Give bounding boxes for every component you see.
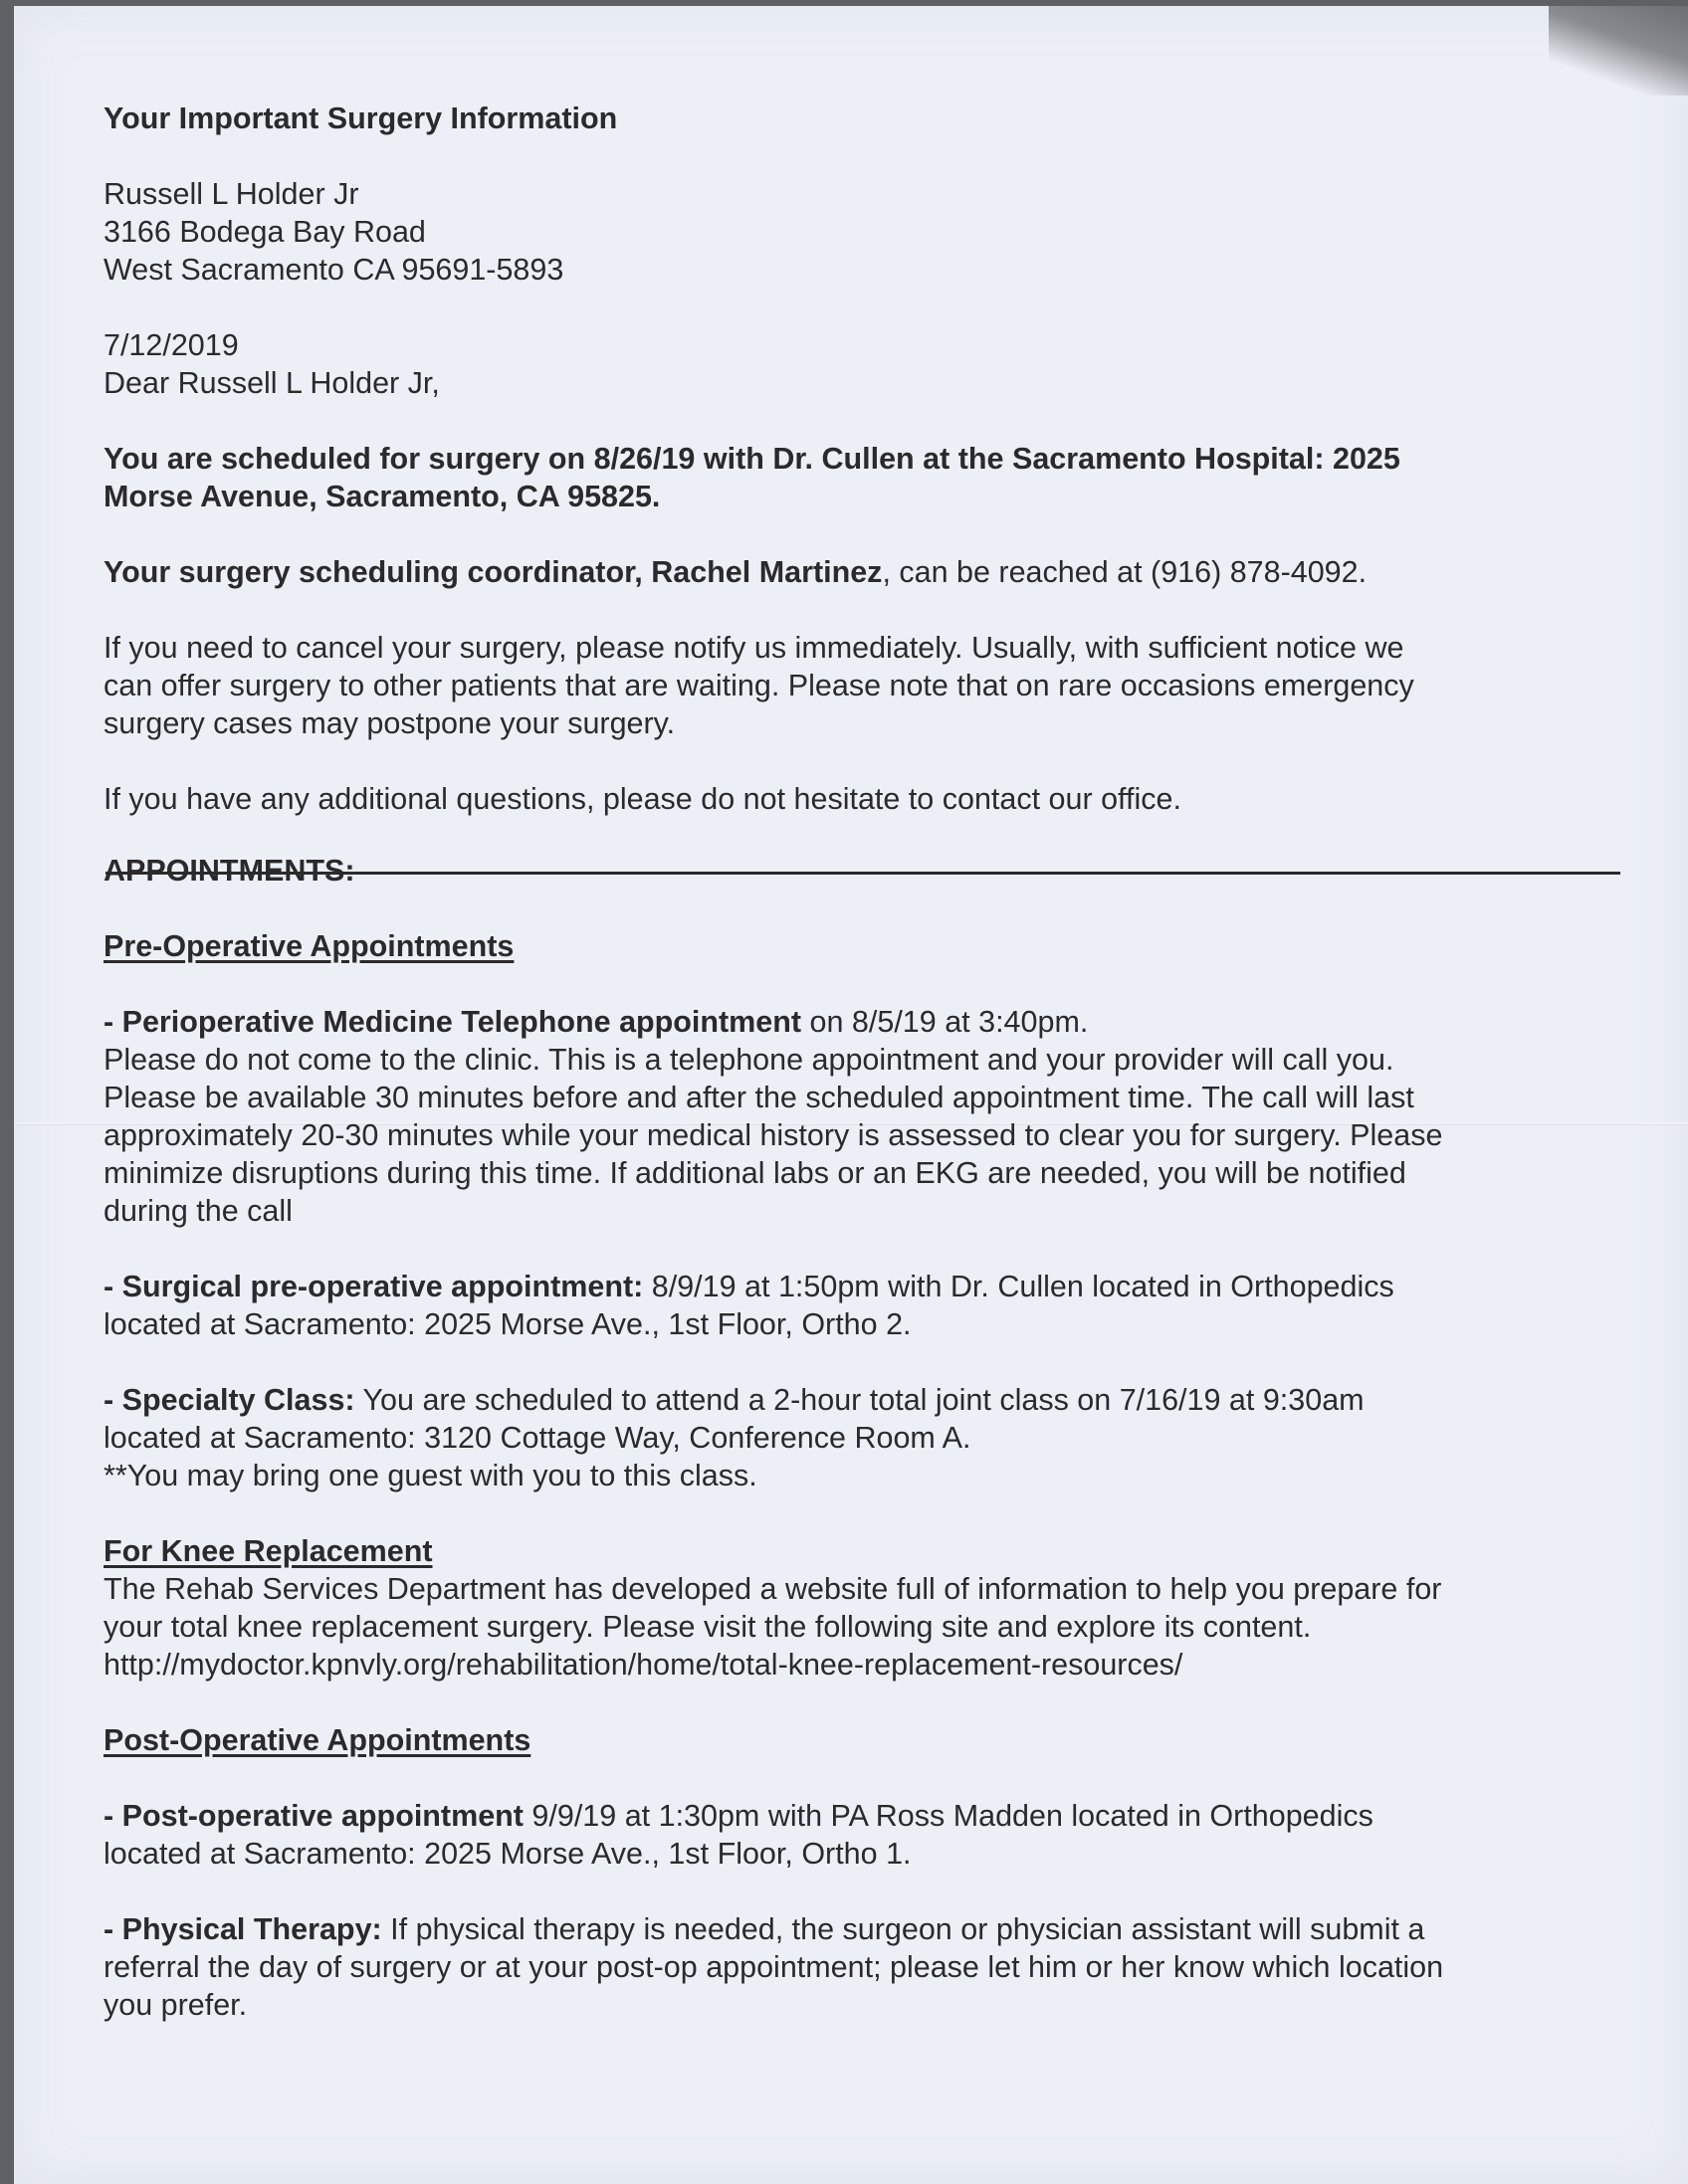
knee-replacement-section (104, 1532, 1616, 1684)
surgical-pre-op-time: 8/9/19 at 1:50pm with Dr. Cullen located in Orthopedics (643, 1270, 1394, 1303)
perioperative-appointment (104, 1003, 1616, 1230)
surgical-pre-op-label: - Surgical pre-operative appointment: (104, 1270, 644, 1303)
specialty-class-location: located at Sacramento: 3120 Cottage Way, Conference Room A. (104, 1421, 971, 1455)
cancel-line: surgery cases may postpone your surgery. (104, 706, 676, 740)
post-op-appointment (104, 1797, 1616, 1873)
perioperative-detail: Please do not come to the clinic. This is a telephone appointment and your provider will call you. (104, 1043, 1394, 1077)
perioperative-detail: during the call (104, 1194, 293, 1228)
knee-replacement-text: The Rehab Services Department has developed a website full of information to help you prepare for (104, 1572, 1442, 1606)
knee-replacement-url: http://mydoctor.kpnvly.org/rehabilitation/home/total-knee-replacement-resources/ (104, 1648, 1183, 1682)
questions-paragraph: If you have any additional questions, please do not hesitate to contact our office. (104, 782, 1181, 816)
cancel-line: can offer surgery to other patients that are waiting. Please note that on rare occasions emergency (104, 669, 1414, 702)
surgical-pre-op-appointment (104, 1268, 1616, 1343)
coordinator-phone: , can be reached at (916) 878-4092. (882, 555, 1368, 589)
surgery-notice (104, 440, 1616, 515)
recipient-address (104, 175, 1616, 289)
physical-therapy (104, 1910, 1616, 2024)
letter-date: 7/12/2019 (104, 328, 239, 362)
perioperative-detail: Please be available 30 minutes before and after the scheduled appointment time. The call will last (104, 1081, 1414, 1114)
cancel-paragraph (104, 629, 1616, 742)
recipient-street: 3166 Bodega Bay Road (104, 215, 426, 249)
specialty-class (104, 1381, 1616, 1494)
post-op-location: located at Sacramento: 2025 Morse Ave., 1st Floor, Ortho 1. (104, 1837, 912, 1871)
knee-replacement-text: your total knee replacement surgery. Please visit the following site and explore its content. (104, 1610, 1312, 1644)
perioperative-detail: minimize disruptions during this time. If additional labs or an EKG are needed, you will be notified (104, 1156, 1406, 1190)
specialty-class-note: **You may bring one guest with you to this class. (104, 1459, 757, 1492)
pre-op-heading: Pre-Operative Appointments (104, 929, 515, 963)
post-op-heading: Post-Operative Appointments (104, 1723, 531, 1757)
post-op-time: 9/9/19 at 1:30pm with PA Ross Madden located in Orthopedics (523, 1799, 1373, 1833)
appointments-heading: APPOINTMENTS: (104, 854, 355, 888)
perioperative-detail: approximately 20-30 minutes while your medical history is assessed to clear you for surgery. Please (104, 1118, 1443, 1152)
specialty-class-time: You are scheduled to attend a 2-hour total joint class on 7/16/19 at 9:30am (354, 1383, 1365, 1417)
letter-body (104, 99, 1616, 2024)
physical-therapy-label: - Physical Therapy: (104, 1912, 382, 1946)
recipient-name: Russell L Holder Jr (104, 177, 359, 211)
surgery-notice-line-2: Morse Avenue, Sacramento, CA 95825. (104, 480, 661, 513)
coordinator-name: Your surgery scheduling coordinator, Rachel Martinez (104, 555, 883, 589)
letter-title: Your Important Surgery Information (104, 101, 618, 135)
physical-therapy-text: If physical therapy is needed, the surgeon or physician assistant will submit a (381, 1912, 1425, 1946)
coordinator-info (104, 553, 1616, 591)
knee-replacement-heading: For Knee Replacement (104, 1534, 433, 1568)
cancel-line: If you need to cancel your surgery, please notify us immediately. Usually, with sufficient notice we (104, 631, 1404, 665)
surgical-pre-op-location: located at Sacramento: 2025 Morse Ave., 1st Floor, Ortho 2. (104, 1307, 912, 1341)
specialty-class-label: - Specialty Class: (104, 1383, 355, 1417)
post-op-label: - Post-operative appointment (104, 1799, 524, 1833)
perioperative-time: on 8/5/19 at 3:40pm. (801, 1005, 1089, 1039)
recipient-city: West Sacramento CA 95691-5893 (104, 253, 564, 287)
physical-therapy-text: you prefer. (104, 1988, 248, 2022)
perioperative-label: - Perioperative Medicine Telephone appointment (104, 1005, 802, 1039)
surgery-notice-line-1: You are scheduled for surgery on 8/26/19 with Dr. Cullen at the Sacramento Hospital: 2025 (104, 442, 1400, 476)
physical-therapy-text: referral the day of surgery or at your post-op appointment; please let him or her know which location (104, 1950, 1444, 1984)
page-corner-shadow (1549, 6, 1688, 96)
salutation: Dear Russell L Holder Jr, (104, 366, 440, 400)
